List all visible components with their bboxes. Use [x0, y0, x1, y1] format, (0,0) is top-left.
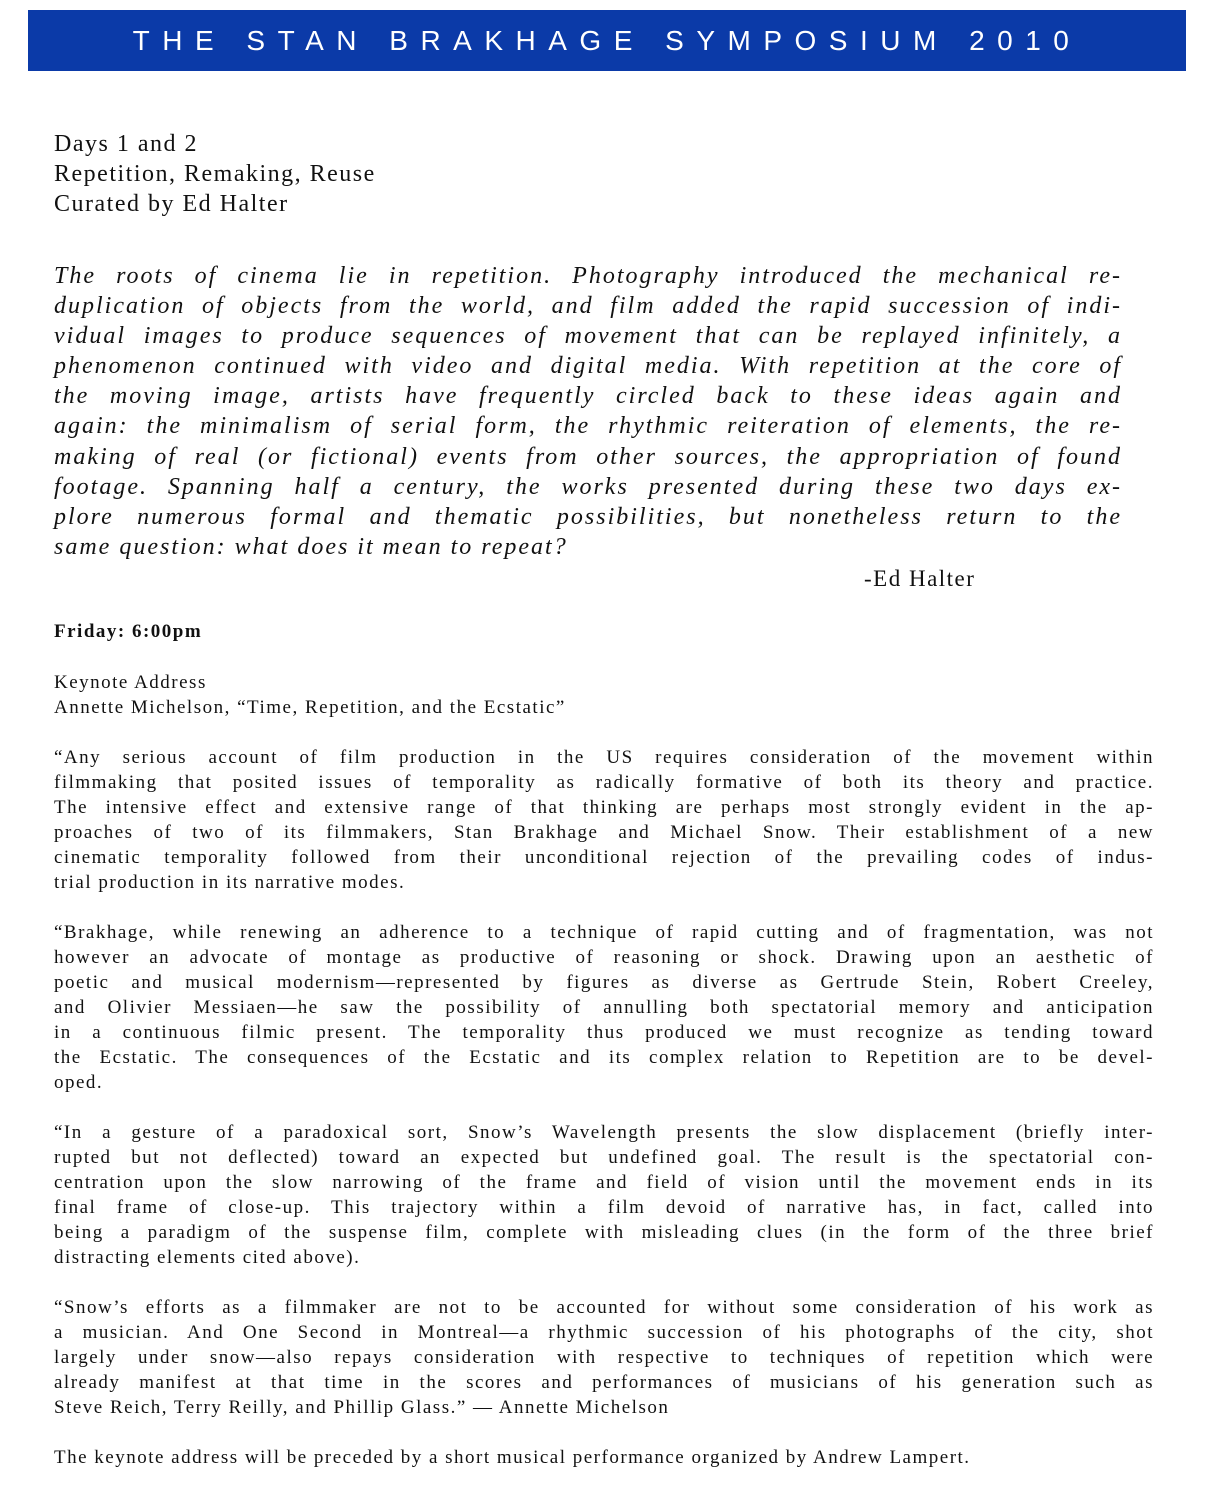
paragraph-line: distracting elements cited above). — [54, 1247, 361, 1268]
statement-line: duplication of objects from the world, and film added the rapid succession of indi- — [54, 293, 1122, 320]
statement-line: the moving image, artists have frequently circled back to these ideas again and — [54, 383, 1122, 410]
paragraph-line: being a paradigm of the suspense film, complete with misleading clues (in the form of the three brief — [54, 1222, 1154, 1243]
paragraph — [54, 1120, 1154, 1270]
curator-signature: -Ed Halter — [864, 566, 976, 591]
statement-line: The roots of cinema lie in repetition. Photography introduced the mechanical re- — [54, 263, 1122, 289]
paragraph-line: already manifest at that time in the scores and performances of musicians of his generation such as — [54, 1372, 1154, 1393]
paragraph-line: and Olivier Messiaen—he saw the possibility of annulling both spectatorial memory and anticipation — [54, 997, 1154, 1018]
statement-line: again: the minimalism of serial form, the rhythmic reiteration of elements, the re- — [54, 413, 1122, 440]
keynote-description — [54, 745, 1154, 1495]
statement-line: phenomenon continued with video and digital media. With repetition at the core of — [54, 353, 1122, 380]
event-time: Friday: 6:00pm — [54, 621, 203, 642]
paragraph-line: cinematic temporality followed from their unconditional rejection of the prevailing codes of indus- — [54, 847, 1154, 868]
banner-title: THE STAN BRAKHAGE SYMPOSIUM 2010 — [132, 24, 1082, 56]
paragraph-line: The keynote address will be preceded by a short musical performance organized by Andrew Lampert. — [54, 1447, 971, 1468]
program-theme: Repetition, Remaking, Reuse — [54, 161, 376, 187]
event-name: Keynote Address — [54, 672, 207, 693]
paragraph-line: trial production in its narrative modes. — [54, 872, 406, 893]
days-label: Days 1 and 2 — [54, 131, 198, 157]
paragraph-line: “Snow’s efforts as a filmmaker are not to be accounted for without some consideration of his work as — [54, 1297, 1154, 1318]
paragraph-line: filmmaking that posited issues of temporality as radically formative of both its theory and practice. — [54, 772, 1154, 793]
paragraph-line: centration upon the slow narrowing of the frame and field of vision until the movement ends in its — [54, 1172, 1154, 1193]
paragraph-line: “Brakhage, while renewing an adherence to a technique of rapid cutting and of fragmentation, was not — [54, 922, 1154, 943]
paragraph-line: a musician. And One Second in Montreal—a rhythmic succession of his photographs of the city, shot — [54, 1322, 1154, 1343]
statement-line: making of real (or fictional) events from other sources, the appropriation of found — [54, 443, 1122, 470]
paragraph-line: oped. — [54, 1072, 104, 1093]
curator-credit: Curated by Ed Halter — [54, 191, 289, 217]
paragraph — [54, 920, 1154, 1095]
paragraph-line: proaches of two of its filmmakers, Stan Brakhage and Michael Snow. Their establishment of a new — [54, 822, 1154, 843]
paragraph-line: largely under snow—also repays consideration with respective to techniques of repetition which were — [54, 1347, 1154, 1368]
paragraph-line: in a continuous filmic present. The temporality thus produced we must recognize as tending toward — [54, 1022, 1154, 1043]
paragraph-line: “In a gesture of a paradoxical sort, Snow’s Wavelength presents the slow displacement (briefly inter- — [54, 1122, 1154, 1143]
statement-line: same question: what does it mean to repeat? — [54, 533, 568, 560]
statement-line: vidual images to produce sequences of movement that can be replayed infinitely, a — [54, 323, 1122, 350]
paragraph-line: final frame of close-up. This trajectory within a film devoid of narrative has, in fact, called into — [54, 1197, 1154, 1218]
paragraph — [54, 745, 1154, 895]
statement-line: footage. Spanning half a century, the works presented during these two days ex- — [54, 473, 1122, 500]
paragraph — [54, 1445, 1154, 1470]
paragraph-line: “Any serious account of film production in the US requires consideration of the movement within — [54, 747, 1154, 768]
speaker-title: Annette Michelson, “Time, Repetition, and the Ecstatic” — [54, 697, 566, 718]
paragraph — [54, 1295, 1154, 1420]
paragraph-line: Steve Reich, Terry Reilly, and Phillip Glass.” — Annette Michelson — [54, 1397, 670, 1418]
symposium-banner — [28, 10, 1186, 71]
paragraph-line: poetic and musical modernism—represented by figures as diverse as Gertrude Stein, Robert Creeley, — [54, 972, 1154, 993]
statement-line: plore numerous formal and thematic possibilities, but nonetheless return to the — [54, 503, 1122, 530]
curator-statement — [54, 261, 1122, 562]
program-header — [54, 129, 376, 219]
event-info — [54, 670, 1154, 720]
paragraph-line: the Ecstatic. The consequences of the Ecstatic and its complex relation to Repetition are to be devel- — [54, 1047, 1154, 1068]
paragraph-line: The intensive effect and extensive range of that thinking are perhaps most strongly evident in the ap- — [54, 797, 1154, 818]
paragraph-line: rupted but not deflected) toward an expected but undefined goal. The result is the spectatorial con- — [54, 1147, 1154, 1168]
paragraph-line: however an advocate of montage as productive of reasoning or shock. Drawing upon an aesthetic of — [54, 947, 1154, 968]
